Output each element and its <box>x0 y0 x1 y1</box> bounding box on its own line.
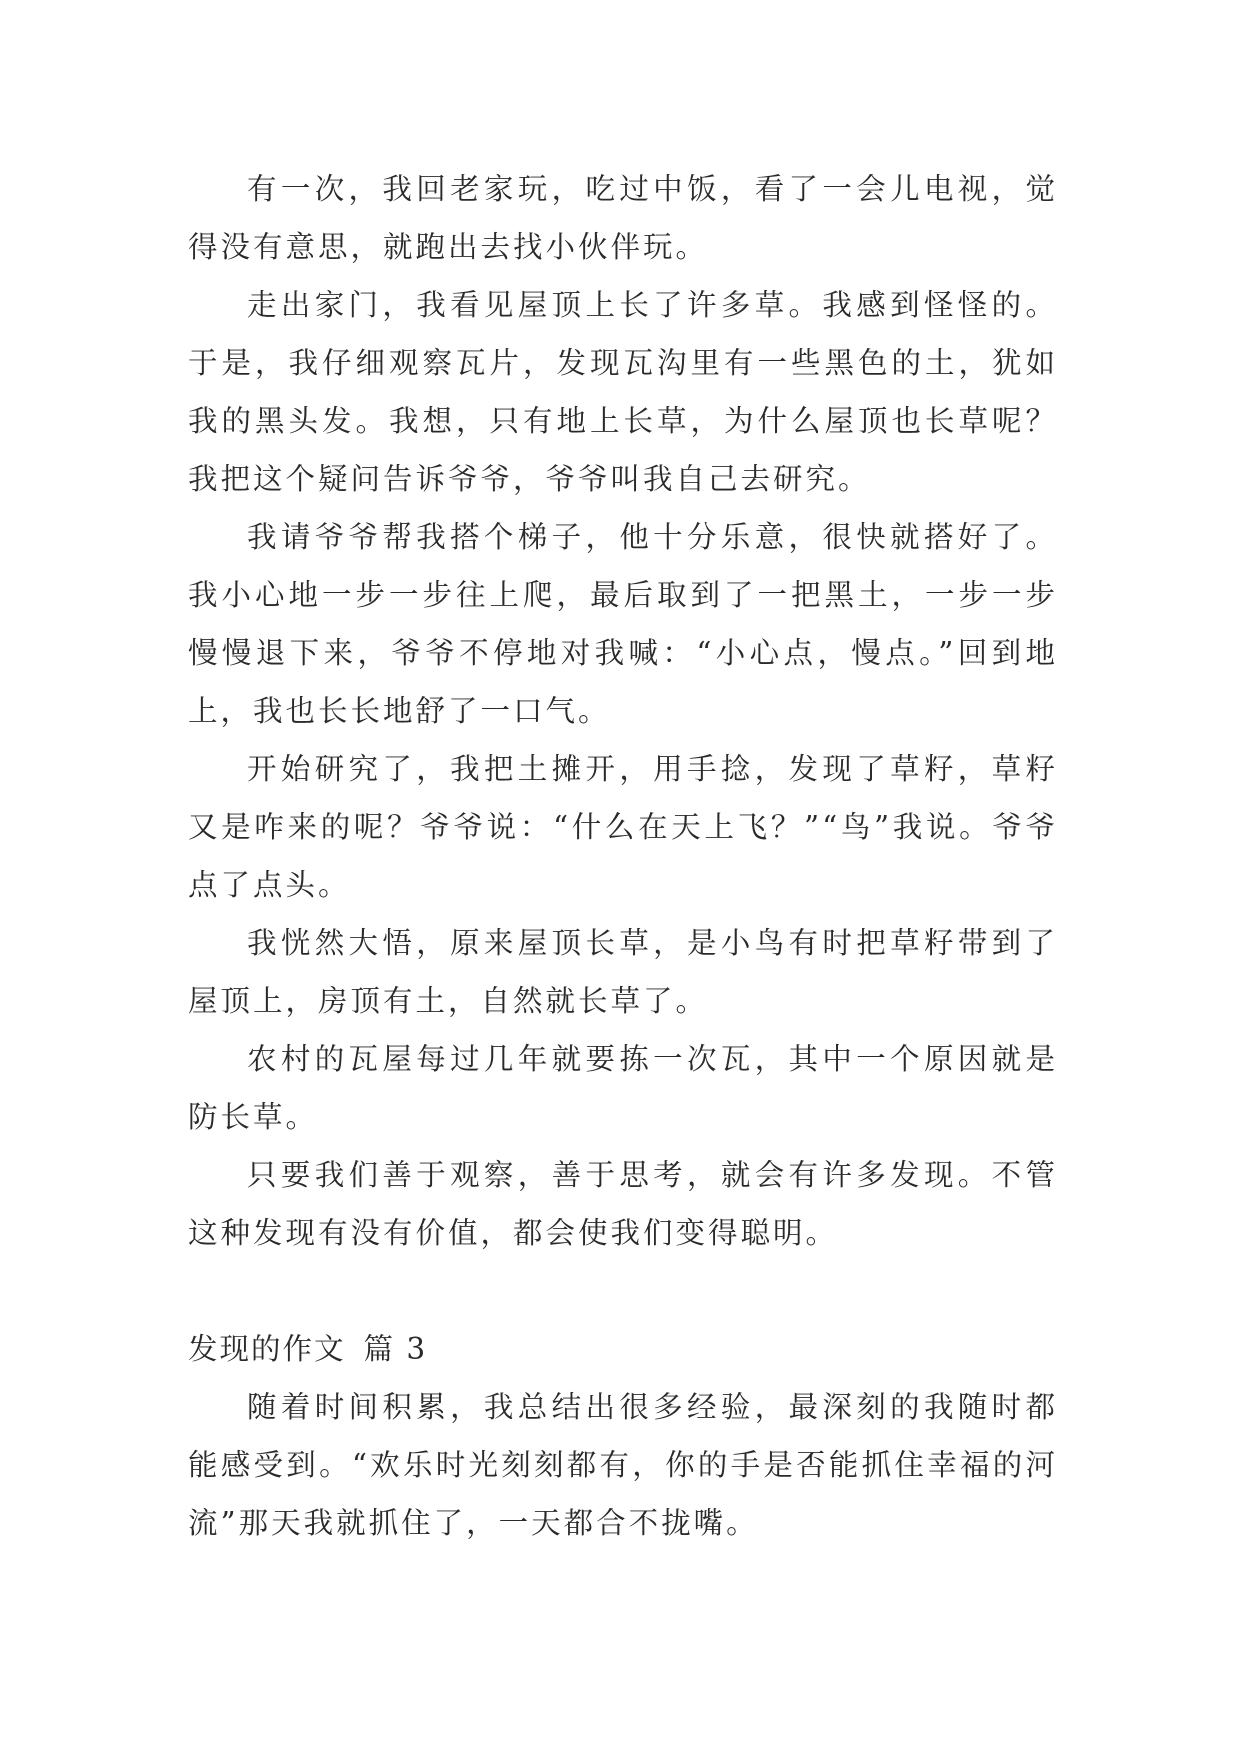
section-heading-title: 发现的作文 <box>188 1332 346 1366</box>
paragraph: 开始研究了，我把土摊开，用手捻，发现了草籽，草籽又是咋来的呢？爷爷说：“什么在天上飞？”“鸟”我说。爷爷点了点头。 <box>188 752 1058 902</box>
paragraph: 只要我们善于观察，善于思考，就会有许多发现。不管这种发现有没有价值，都会使我们变得聪明。 <box>188 1158 1058 1250</box>
document-body <box>188 160 1058 1552</box>
paragraph: 我请爷爷帮我搭个梯子，他十分乐意，很快就搭好了。我小心地一步一步往上爬，最后取到了一把黑土，一步一步慢慢退下来，爷爷不停地对我喊：“小心点，慢点。”回到地上，我也长长地舒了一口气。 <box>188 520 1058 728</box>
section-heading <box>188 1320 1058 1378</box>
paragraph: 农村的瓦屋每过几年就要拣一次瓦，其中一个原因就是防长草。 <box>188 1042 1058 1134</box>
paragraph: 我恍然大悟，原来屋顶长草，是小鸟有时把草籽带到了屋顶上，房顶有土，自然就长草了。 <box>188 926 1058 1018</box>
paragraph: 有一次，我回老家玩，吃过中饭，看了一会儿电视，觉得没有意思，就跑出去找小伙伴玩。 <box>188 172 1058 264</box>
section-heading-number: 篇 3 <box>363 1332 428 1366</box>
paragraph: 走出家门，我看见屋顶上长了许多草。我感到怪怪的。于是，我仔细观察瓦片，发现瓦沟里有一些黑色的土，犹如我的黑头发。我想，只有地上长草，为什么屋顶也长草呢？我把这个疑问告诉爷爷，爷爷叫我自己去研究。 <box>188 288 1058 496</box>
paragraph: 随着时间积累，我总结出很多经验，最深刻的我随时都能感受到。“欢乐时光刻刻都有，你的手是否能抓住幸福的河流”那天我就抓住了，一天都合不拢嘴。 <box>188 1390 1058 1540</box>
